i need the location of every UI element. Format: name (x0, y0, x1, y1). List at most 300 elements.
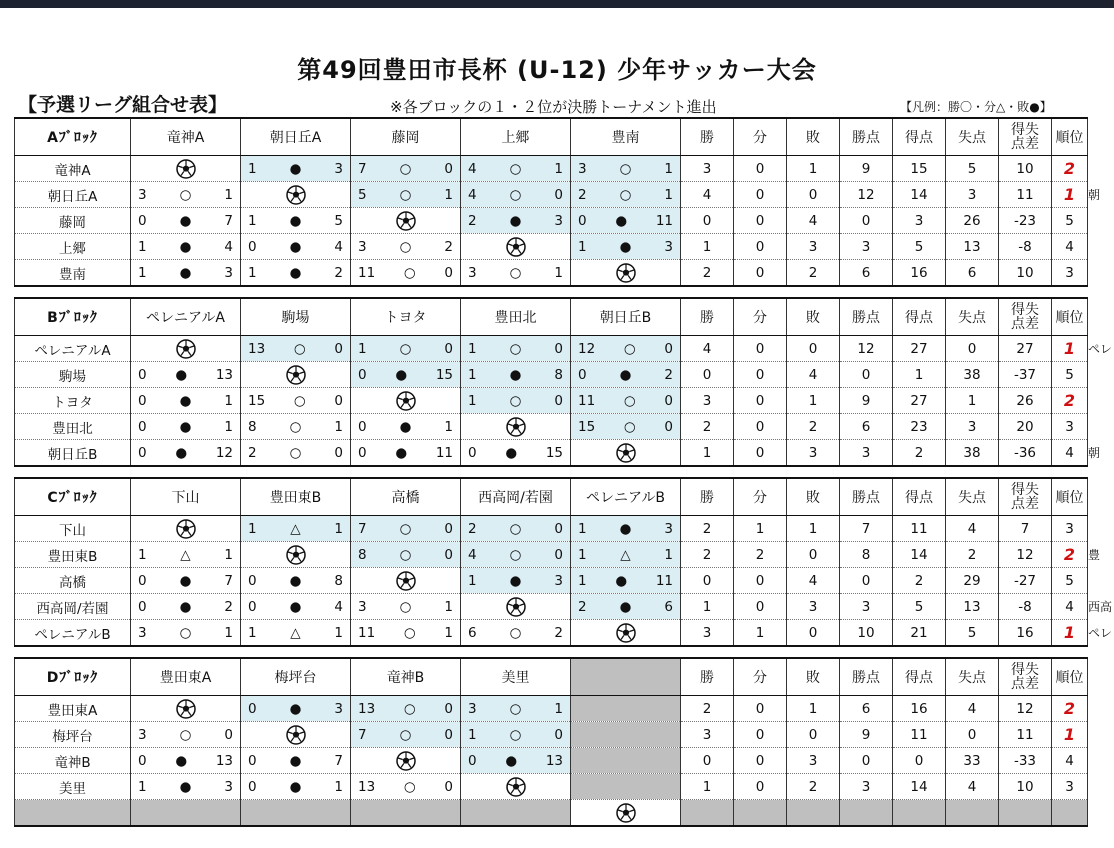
stat-text: 3 (808, 444, 818, 461)
stat-header: 失点 (946, 298, 999, 336)
match-result (461, 542, 571, 568)
score-value: 0 (248, 238, 257, 255)
stat-value (893, 800, 946, 827)
score (241, 161, 350, 177)
stat-text: 6 (967, 264, 977, 281)
soccer-ball-icon (616, 263, 636, 283)
result-mark: ● (505, 752, 518, 769)
score-value: 5 (334, 212, 343, 229)
score-value: 0 (444, 520, 453, 537)
document-sheet (0, 8, 1114, 848)
score-value: 0 (358, 418, 367, 435)
stat-text: 6 (861, 418, 871, 435)
stat-value (999, 336, 1052, 362)
score-value: 1 (334, 520, 343, 537)
rank-value: 2 (1063, 391, 1076, 410)
stat-text: 0 (861, 752, 871, 769)
stat-value (734, 774, 787, 800)
stat-text: 0 (755, 598, 765, 615)
stat-value (840, 774, 893, 800)
stat-text: 3 (967, 418, 977, 435)
score-value: 0 (444, 700, 453, 717)
block-name: Aﾌﾞﾛｯｸ (15, 118, 131, 156)
stat-value (787, 800, 840, 827)
stat-text: 5 (967, 160, 977, 177)
stat-text: 0 (755, 186, 765, 203)
top-bar (0, 0, 1114, 8)
score-value: 15 (435, 366, 453, 383)
block-name: Cﾌﾞﾛｯｸ (15, 478, 131, 516)
stat-value (787, 774, 840, 800)
result-mark: ● (289, 778, 302, 795)
stat-text: 4 (702, 340, 712, 357)
stat-value (1052, 440, 1088, 467)
stat-text: 3 (808, 238, 818, 255)
stat-text: 11 (910, 726, 928, 743)
stat-text: 4 (808, 572, 818, 589)
score-value: 0 (664, 418, 673, 435)
stat-text: 0 (755, 212, 765, 229)
stat-value (681, 182, 734, 208)
stat-value (946, 516, 999, 542)
stat-value (999, 182, 1052, 208)
match-result (241, 620, 351, 647)
score-value: 8 (334, 572, 343, 589)
result-mark: ○ (399, 726, 412, 743)
stat-text: 0 (755, 752, 765, 769)
stat-text: 0 (702, 212, 712, 229)
stat-value (734, 722, 787, 748)
score-value: 15 (578, 418, 596, 435)
result-mark: ○ (399, 546, 412, 563)
stat-value (681, 722, 734, 748)
score-value: 3 (664, 520, 673, 537)
stat-value (946, 362, 999, 388)
score-value: 7 (224, 572, 233, 589)
score-value: 2 (468, 212, 477, 229)
match-result (241, 594, 351, 620)
score-value: 12 (215, 444, 233, 461)
score-value: 0 (444, 726, 453, 743)
stat-value (840, 594, 893, 620)
score (351, 547, 460, 563)
stat-value (840, 156, 893, 182)
match-result (351, 696, 461, 722)
stat-text: 3 (967, 186, 977, 203)
clipped-side-text: 西高 (1088, 600, 1113, 614)
team-column-header: 上郷 (461, 118, 571, 156)
match-result (571, 414, 681, 440)
score-value: 1 (444, 418, 453, 435)
stat-value (999, 208, 1052, 234)
soccer-ball-icon (506, 597, 526, 617)
result-mark: ● (289, 238, 302, 255)
team-name: 朝日丘B (15, 440, 131, 467)
result-mark: ● (175, 752, 188, 769)
team-column-header: 高橋 (351, 478, 461, 516)
score (241, 239, 350, 255)
match-result (351, 182, 461, 208)
stat-value (893, 594, 946, 620)
stat-header: 順位 (1052, 658, 1088, 696)
match-result (461, 568, 571, 594)
score-value: 3 (138, 624, 147, 641)
stat-text: 0 (808, 186, 818, 203)
table-row (15, 234, 1088, 260)
score-value: 1 (578, 238, 587, 255)
stat-value (787, 182, 840, 208)
rank-value: 3 (1065, 778, 1074, 795)
stat-value (893, 362, 946, 388)
result-mark: ○ (509, 546, 522, 563)
stat-text: 0 (861, 212, 871, 229)
diagonal-cell (241, 542, 351, 568)
result-mark: ● (619, 520, 632, 537)
stat-value (999, 542, 1052, 568)
stat-text: 12 (1016, 700, 1034, 717)
match-result (351, 414, 461, 440)
score-value: 12 (578, 340, 596, 357)
stat-value (893, 260, 946, 287)
match-result (461, 696, 571, 722)
stat-value (681, 696, 734, 722)
stat-text: 27 (910, 392, 928, 409)
score-value: 0 (554, 726, 563, 743)
stat-text: 16 (1016, 624, 1034, 641)
stat-text: 14 (910, 778, 928, 795)
result-mark: ○ (289, 444, 302, 461)
soccer-ball-icon (396, 751, 416, 771)
soccer-ball-icon (286, 725, 306, 745)
score-value: 1 (554, 160, 563, 177)
score (131, 393, 240, 409)
match-result (351, 516, 461, 542)
result-mark: ○ (509, 264, 522, 281)
score (461, 547, 570, 563)
soccer-ball-icon (176, 159, 196, 179)
stat-text: 4 (808, 212, 818, 229)
stat-text: 1 (808, 520, 818, 537)
score-value: 1 (224, 186, 233, 203)
stat-value (787, 414, 840, 440)
score-value: 7 (358, 726, 367, 743)
table-row (15, 594, 1088, 620)
stat-text: 1 (755, 624, 765, 641)
stat-header: 失点 (946, 658, 999, 696)
stat-text: 3 (861, 444, 871, 461)
rank-value: 1 (1063, 623, 1076, 642)
score (351, 367, 460, 383)
stat-value (681, 800, 734, 827)
stat-text: 10 (857, 624, 875, 641)
score (461, 393, 570, 409)
stat-value (681, 234, 734, 260)
score-value: 3 (334, 160, 343, 177)
score (351, 419, 460, 435)
score-value: 0 (248, 598, 257, 615)
stat-value (840, 388, 893, 414)
score-value: 0 (664, 392, 673, 409)
score-value: 13 (358, 778, 376, 795)
score-value: 2 (248, 444, 257, 461)
stat-value (999, 594, 1052, 620)
score-value: 13 (215, 752, 233, 769)
score-value: 1 (334, 418, 343, 435)
score-value: 1 (444, 186, 453, 203)
stat-text: 10 (1016, 160, 1034, 177)
stat-text: -8 (1018, 598, 1032, 615)
result-mark: ● (179, 778, 192, 795)
stat-text: 11 (1016, 726, 1034, 743)
team-name: 豊南 (15, 260, 131, 287)
match-result (241, 568, 351, 594)
soccer-ball-icon (286, 185, 306, 205)
score-value: 1 (138, 264, 147, 281)
result-mark: ● (619, 366, 632, 383)
diagonal-cell (461, 774, 571, 800)
rank-value: 1 (1063, 339, 1076, 358)
score (131, 599, 240, 615)
score-value: 1 (468, 340, 477, 357)
score-value: 0 (444, 778, 453, 795)
stat-text: 26 (963, 212, 981, 229)
stat-text: 6 (861, 264, 871, 281)
score-value: 2 (334, 264, 343, 281)
score-value: 13 (545, 752, 563, 769)
score-value: 3 (468, 700, 477, 717)
team-column-header: 下山 (131, 478, 241, 516)
result-mark: ● (509, 366, 522, 383)
match-result (131, 542, 241, 568)
diagonal-cell (571, 800, 681, 827)
stat-value (893, 336, 946, 362)
table-row (15, 440, 1088, 467)
result-mark: △ (290, 624, 301, 641)
stat-value (946, 182, 999, 208)
score (461, 213, 570, 229)
team-column-header: 駒場 (241, 298, 351, 336)
table-row (15, 414, 1088, 440)
match-result (461, 388, 571, 414)
score (131, 753, 240, 769)
stat-value (893, 722, 946, 748)
score-value: 2 (444, 238, 453, 255)
rank-value: 2 (1063, 545, 1076, 564)
team-name (15, 800, 131, 827)
score (131, 187, 240, 203)
rank-value: 4 (1065, 598, 1074, 615)
stat-value (999, 722, 1052, 748)
stat-text: 0 (914, 752, 924, 769)
stat-value (681, 336, 734, 362)
stat-header: 得点 (893, 478, 946, 516)
score-value: 0 (248, 752, 257, 769)
diagonal-cell (131, 696, 241, 722)
stat-text: 1 (702, 778, 712, 795)
stat-value (840, 336, 893, 362)
stat-value (1052, 542, 1088, 568)
result-mark: ● (395, 366, 408, 383)
stat-header-text: 得失点差 (1011, 662, 1039, 692)
score-value: 2 (468, 520, 477, 537)
score-value: 3 (138, 726, 147, 743)
stat-value (1052, 336, 1088, 362)
soccer-ball-icon (396, 211, 416, 231)
stat-text: 2 (702, 264, 712, 281)
diagonal-cell (131, 156, 241, 182)
stat-value (734, 362, 787, 388)
score-value: 15 (545, 444, 563, 461)
result-mark: ○ (399, 186, 412, 203)
result-mark: ● (619, 238, 632, 255)
score-value: 0 (444, 264, 453, 281)
rank-value: 5 (1065, 572, 1074, 589)
result-mark: ● (289, 700, 302, 717)
stat-value (999, 774, 1052, 800)
match-result (131, 748, 241, 774)
score-value: 1 (138, 238, 147, 255)
score-value: 11 (358, 624, 376, 641)
stat-text: 0 (755, 444, 765, 461)
stat-text: 0 (861, 572, 871, 589)
block-name: Dﾌﾞﾛｯｸ (15, 658, 131, 696)
team-name: 美里 (15, 774, 131, 800)
stat-value (946, 542, 999, 568)
stat-header: 敗 (787, 658, 840, 696)
score-value: 0 (138, 418, 147, 435)
stat-value (893, 234, 946, 260)
stat-text: 0 (755, 418, 765, 435)
result-mark: ● (289, 212, 302, 229)
result-mark: ○ (293, 340, 306, 357)
score (241, 213, 350, 229)
stat-value (787, 208, 840, 234)
result-mark: ○ (399, 598, 412, 615)
score-value: 0 (248, 700, 257, 717)
stat-value (840, 696, 893, 722)
match-result (131, 722, 241, 748)
stat-value (893, 542, 946, 568)
team-name: 高橋 (15, 568, 131, 594)
result-mark: ○ (179, 726, 192, 743)
score-value: 11 (435, 444, 453, 461)
team-column-header: 竜神A (131, 118, 241, 156)
score (241, 625, 350, 641)
stat-value (999, 568, 1052, 594)
result-mark: ● (619, 598, 632, 615)
stat-text: 3 (702, 726, 712, 743)
result-mark: ○ (289, 418, 302, 435)
team-name: 駒場 (15, 362, 131, 388)
score (461, 367, 570, 383)
result-mark: ● (179, 572, 192, 589)
score-value: 0 (248, 572, 257, 589)
match-result (461, 440, 571, 467)
rank-value: 3 (1065, 264, 1074, 281)
block-header-row (15, 478, 1088, 516)
clipped-side-text: 朝 (1088, 188, 1101, 202)
stat-header: 得点 (893, 658, 946, 696)
stat-value (1052, 414, 1088, 440)
stat-text: 5 (914, 598, 924, 615)
diagonal-cell (351, 568, 461, 594)
result-mark: ○ (403, 700, 416, 717)
stat-value (840, 800, 893, 827)
score-value: 1 (138, 546, 147, 563)
match-result (131, 620, 241, 647)
result-mark: ● (399, 418, 412, 435)
stat-text: -37 (1013, 366, 1037, 383)
stat-value (787, 696, 840, 722)
team-column-header: 豊田東B (241, 478, 351, 516)
match-result (351, 594, 461, 620)
stat-text: 3 (702, 160, 712, 177)
result-mark: ● (179, 238, 192, 255)
score (461, 753, 570, 769)
match-result (351, 774, 461, 800)
stat-text: -8 (1018, 238, 1032, 255)
result-mark: ● (509, 572, 522, 589)
page-title: 第49回豊田市長杯 (U-12) 少年サッカー大会 (297, 56, 817, 84)
score (461, 341, 570, 357)
stat-text: 4 (808, 366, 818, 383)
score-value: 1 (224, 418, 233, 435)
score (241, 701, 350, 717)
stat-value (893, 696, 946, 722)
stat-text: 0 (755, 392, 765, 409)
stat-text: 4 (967, 700, 977, 717)
score (461, 727, 570, 743)
team-name: 豊田東B (15, 542, 131, 568)
score-value: 8 (358, 546, 367, 563)
stat-value (1052, 516, 1088, 542)
result-mark: ○ (179, 624, 192, 641)
match-result (241, 234, 351, 260)
result-mark: ● (179, 598, 192, 615)
stat-value (681, 594, 734, 620)
score-value: 0 (468, 444, 477, 461)
score-value: 1 (358, 340, 367, 357)
stat-header: 勝点 (840, 118, 893, 156)
score-value: 1 (248, 212, 257, 229)
stat-value (999, 800, 1052, 827)
table-row (15, 722, 1088, 748)
stat-value (946, 414, 999, 440)
stat-value (999, 260, 1052, 287)
stat-text: 3 (702, 392, 712, 409)
soccer-ball-icon (176, 339, 196, 359)
stat-value (1052, 696, 1088, 722)
stat-value (1052, 568, 1088, 594)
stat-value (893, 182, 946, 208)
score-value: 4 (468, 186, 477, 203)
score-value: 3 (224, 264, 233, 281)
score (131, 779, 240, 795)
stat-header: 勝点 (840, 658, 893, 696)
match-result (351, 156, 461, 182)
score-value: 1 (248, 624, 257, 641)
rank-value: 5 (1065, 212, 1074, 229)
soccer-ball-icon (616, 803, 636, 823)
score (131, 419, 240, 435)
result-mark: ● (179, 418, 192, 435)
score-value: 0 (138, 444, 147, 461)
team-column-header: 朝日丘B (571, 298, 681, 336)
stat-value (840, 414, 893, 440)
result-mark: ○ (509, 340, 522, 357)
stat-text: 1 (808, 700, 818, 717)
table-row (15, 696, 1088, 722)
